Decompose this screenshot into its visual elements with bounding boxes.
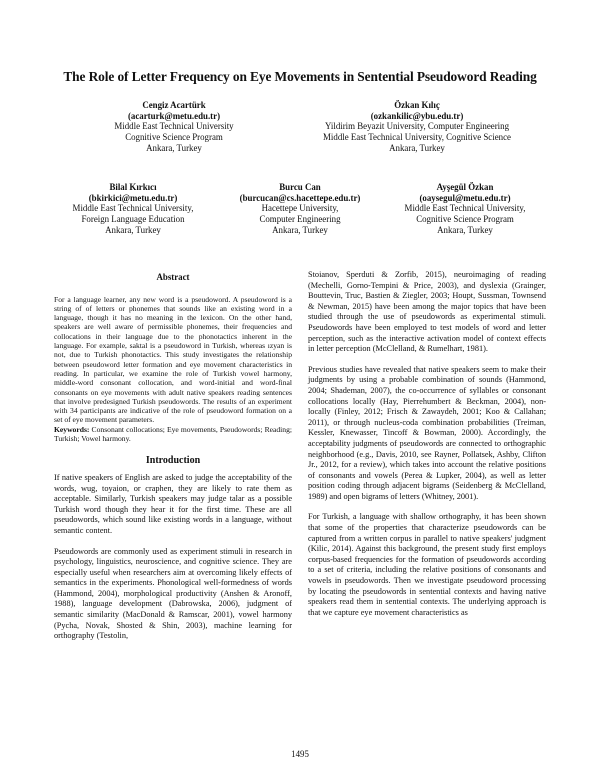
author-name: Cengiz Acartürk [142, 100, 206, 110]
author-affiliation: Hacettepe University, [261, 203, 339, 214]
introduction-heading: Introduction [145, 455, 201, 467]
author-block-2 [292, 100, 542, 154]
keywords-list: Consonant collocations; Eye movements, Pseudowords; Reading; Turkish; Vowel harmony. [54, 424, 292, 444]
author-affiliation: Ankara, Turkey [272, 224, 328, 235]
author-block-3 [48, 182, 218, 236]
paper-title: The Role of Letter Frequency on Eye Movements in Sentential Pseudoword Reading [63, 69, 537, 84]
author-block-1 [84, 100, 264, 154]
author-name: Ayşegül Özkan [436, 182, 494, 192]
author-affiliation: Computer Engineering [259, 214, 341, 225]
author-name: Burcu Can [279, 182, 321, 192]
author-affiliation: Middle East Technical University [114, 121, 234, 132]
author-email: (bkirkici@metu.edu.tr) [88, 192, 178, 203]
author-block-5 [380, 182, 550, 236]
author-email: (burcucan@cs.hacettepe.edu.tr) [239, 192, 361, 203]
right-column [308, 270, 546, 618]
author-affiliation: Middle East Technical University, [404, 203, 526, 214]
abstract-heading: Abstract [156, 272, 190, 282]
author-affiliation: Ankara, Turkey [389, 142, 445, 153]
author-affiliation: Foreign Language Education [81, 214, 185, 225]
author-affiliation: Ankara, Turkey [105, 224, 161, 235]
author-name: Özkan Kılıç [394, 100, 440, 110]
intro-paragraph-4: For Turkish, a language with shallow orthography, it has been shown that some of the properties that characterize pseudowords can be captured from a written corpus in parallel to native speakers' judgment (Kilic, 2014). Against this background, the present study first employs corpus-based frequencies for the formation of pseudowords according to a set of criteria, including the relative positions of consonants and vowels in pseudowords. Then we investigate pseudoword processing by locating the pseudowords in sentential contexts and having native speakers read them in sentential contexts. The underlying approach is that we capture eye movement characteristics as [308, 512, 546, 617]
author-affiliation: Ankara, Turkey [437, 224, 493, 235]
author-email: (ozkankilic@ybu.edu.tr) [370, 110, 464, 121]
keywords-label: Keywords: [54, 424, 90, 434]
author-affiliation: Middle East Technical University, Cognitive Science [323, 132, 511, 143]
keywords [54, 425, 292, 444]
intro-paragraph-2: Pseudowords are commonly used as experiment stimuli in research in psychology, linguistics, neuroscience, and cognitive science. They are especially useful when researchers aim at overcoming likely effects of semantics in the experiments. Phonological well-formedness of words (Hammond, 2004), morphological productivity (Anshen & Aronoff, 1988), language development (Dabrowska, 2006), judgment of semantic similarity (MacDonald & Ramscar, 2001), vowel harmony (Pycha, Novak, Shosted & Shin, 2003), machine learning for orthography (Testolin, [54, 546, 292, 641]
author-email: (oaysegul@metu.edu.tr) [419, 192, 511, 203]
author-affiliation: Ankara, Turkey [146, 142, 202, 153]
author-affiliation: Yildirim Beyazit University, Computer Engineering [324, 121, 510, 132]
page-number: 1495 [291, 749, 309, 759]
author-affiliation: Middle East Technical University, [72, 203, 194, 214]
intro-paragraph-2-continued: Stoianov, Sperduti & Zorfib, 2015), neuroimaging of reading (Mechelli, Gorno-Tempini & Price, 2003), and dyslexia (Grainger, Bouttevin, Truc, Bastien & Ziegler, 2003; Houpt, Sussman, Townsend & Newman, 2015) have been among the major topics that have been studied through the use of pseudowords as experimental stimuli. Pseudowords have been employed to test models of word and letter perception, such as the interactive activation model of context effects in letter perception (McClelland, & Rumelhart, 1981). [308, 270, 546, 354]
intro-paragraph-3: Previous studies have revealed that native speakers seem to make their judgments by using a probable combination of sounds (Hammond, 2004; Shademan, 2007), the co-occurrence of syllables or consonant collocations locally (Hay, Pierrehumbert & Beckman, 2004), non-locally (Finley, 2012; Frisch & Zawaydeh, 2001; Koo & Callahan; 2011), or through nucleus-coda combination probabilities (Treiman, Kessler, Knewasser, Tincoff & Bowman, 2000). Accordingly, the acceptability judgments of pseudowords are connected to orthographic neighborhood (e.g., Davis, 2010, see Rayner, Pollatsek, Ashby, Clifton Jr., 2012, for a review), which takes into account the relative positions of consonants and vowels (Perea & Lupker, 2004), as well as letter position coding through adjacent bigrams (Seidenberg & McClelland, 1989) and open bigrams of letters (Whitney, 2001). [308, 364, 546, 501]
intro-paragraph-1: If native speakers of English are asked to judge the acceptability of the words, wug, toyaion, or craphen, they are likely to rate them as acceptable. Similarly, Turkish speakers may judge talar as a possible Turkish word though they hear it for the first time. These are all pseudowords, which sound like existing words in a language, without semantic content. [54, 472, 292, 535]
abstract-text: For a language learner, any new word is a pseudoword. A pseudoword is a string of of letters or phonemes that sounds like an existing word in a language, though it has no meaning in the lexicon. On the other hand, speakers are well aware of permissible phonemes, their frequencies and collocations in their language due to the phonotactics inherent in the language. For example, saktal is a pseudoword in Turkish, whereas ızyan is not, due to Turkish phonotactics. This study investigates the relationship between pseudoword letter formation and eye movement characteristics in reading. In particular, we examine the role of Turkish vowel harmony, middle-word consonant collocation, and word-initial and word-final consonants on eye movements with adult native speakers reading sentences that involve predesigned Turkish pseudowords. The results of an experiment with 34 participants are indicative of the role of pseudoword formation on a set of eye movement parameters. [54, 294, 292, 425]
author-affiliation: Cognitive Science Program [125, 132, 223, 143]
author-name: Bilal Kırkıcı [109, 182, 157, 192]
author-block-4 [215, 182, 385, 236]
author-affiliation: Cognitive Science Program [416, 214, 514, 225]
author-email: (acarturk@metu.edu.tr) [127, 110, 221, 121]
left-column [54, 272, 292, 642]
